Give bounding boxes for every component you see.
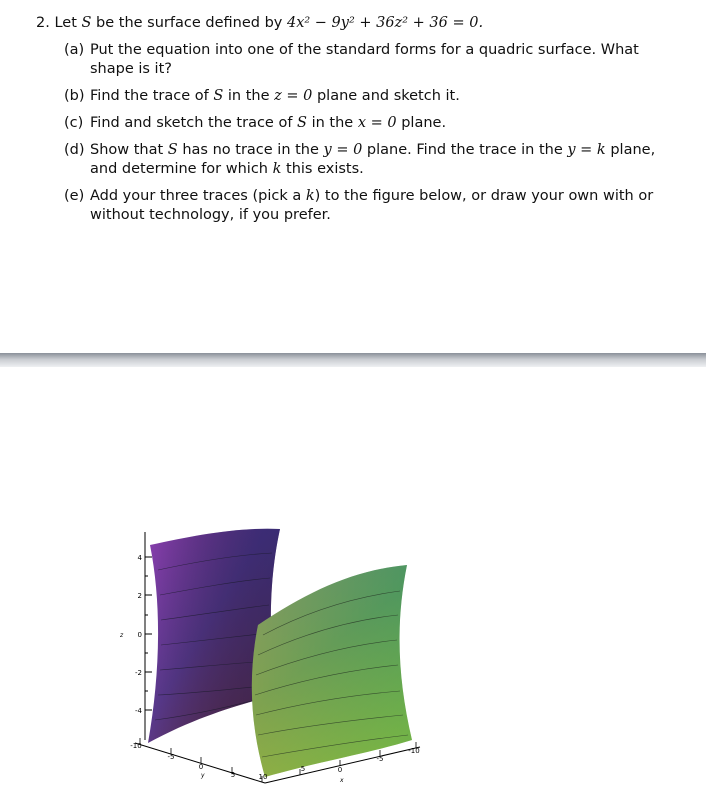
problem-2 xyxy=(36,14,676,233)
part-label: (a) xyxy=(64,42,85,58)
surface-equation: 4x² − 9y² + 36z² + 36 = 0. xyxy=(286,15,484,31)
part-e xyxy=(64,187,676,225)
y-tick-label: 10 xyxy=(258,773,268,781)
x-axis-label: x xyxy=(340,777,344,784)
y-tick-label: 5 xyxy=(230,771,236,779)
problem-parts xyxy=(64,41,676,225)
section-divider xyxy=(0,353,706,367)
z-axis-ticks xyxy=(145,557,152,710)
part-label: (c) xyxy=(64,115,84,131)
y-tick-label: -10 xyxy=(130,742,142,750)
math-symbol: k xyxy=(272,161,282,177)
stem-surface-symbol: S xyxy=(81,15,92,31)
x-tick-label: -10 xyxy=(408,747,420,755)
math-expression: y = 0 xyxy=(323,142,363,158)
part-text: plane and sketch it. xyxy=(312,88,460,104)
part-text: has no trace in the xyxy=(177,142,324,158)
stem-mid: be the surface defined by xyxy=(91,15,287,31)
y-tick-label: -5 xyxy=(167,753,175,761)
x-tick-label: 5 xyxy=(300,765,306,773)
part-d xyxy=(64,141,676,179)
part-text: plane. Find the trace in the xyxy=(362,142,568,158)
z-tick-label: 0 xyxy=(137,631,142,639)
part-text: in the xyxy=(306,115,358,131)
problem-stem xyxy=(36,14,676,33)
part-text: Find and sketch the trace of xyxy=(90,115,298,131)
part-text: Add your three traces (pick a xyxy=(90,188,306,204)
part-text: Put the equation into one of the standard forms for a quadric surface. What shape is it? xyxy=(90,42,639,77)
part-a xyxy=(64,41,676,79)
x-tick-label: 0 xyxy=(337,766,343,774)
y-axis-label: y xyxy=(201,772,205,779)
math-expression: z = 0 xyxy=(274,88,313,104)
part-label: (b) xyxy=(64,88,85,104)
z-tick-label: -4 xyxy=(135,707,142,715)
hyperboloid-figure xyxy=(100,515,440,789)
math-expression: x = 0 xyxy=(357,115,397,131)
part-b xyxy=(64,87,676,106)
z-tick-label: -2 xyxy=(135,669,142,677)
z-tick-label: 2 xyxy=(137,592,142,600)
stem-intro: Let xyxy=(54,15,82,31)
math-symbol: k xyxy=(305,188,315,204)
problem-number: 2. xyxy=(36,15,50,31)
part-text: plane. xyxy=(396,115,447,131)
part-text: ) to the figure below, or draw your own with or without technology, if you prefer. xyxy=(90,188,654,223)
part-c xyxy=(64,114,676,133)
math-symbol: S xyxy=(167,142,178,158)
math-symbol: S xyxy=(297,115,307,131)
z-axis-label: z xyxy=(120,632,124,639)
part-label: (d) xyxy=(64,142,85,158)
y-tick-label: 0 xyxy=(198,763,204,771)
part-text: this exists. xyxy=(281,161,364,177)
part-text: plane, and determine for which xyxy=(90,142,656,177)
part-text: in the xyxy=(223,88,275,104)
part-text: Find the trace of xyxy=(90,88,214,104)
math-expression: y = k xyxy=(567,142,606,158)
z-tick-label: 4 xyxy=(137,554,142,562)
part-text: Show that xyxy=(90,142,168,158)
hyperboloid-plot xyxy=(100,515,440,785)
math-symbol: S xyxy=(213,88,224,104)
x-tick-label: -5 xyxy=(376,755,384,763)
part-label: (e) xyxy=(64,188,85,204)
